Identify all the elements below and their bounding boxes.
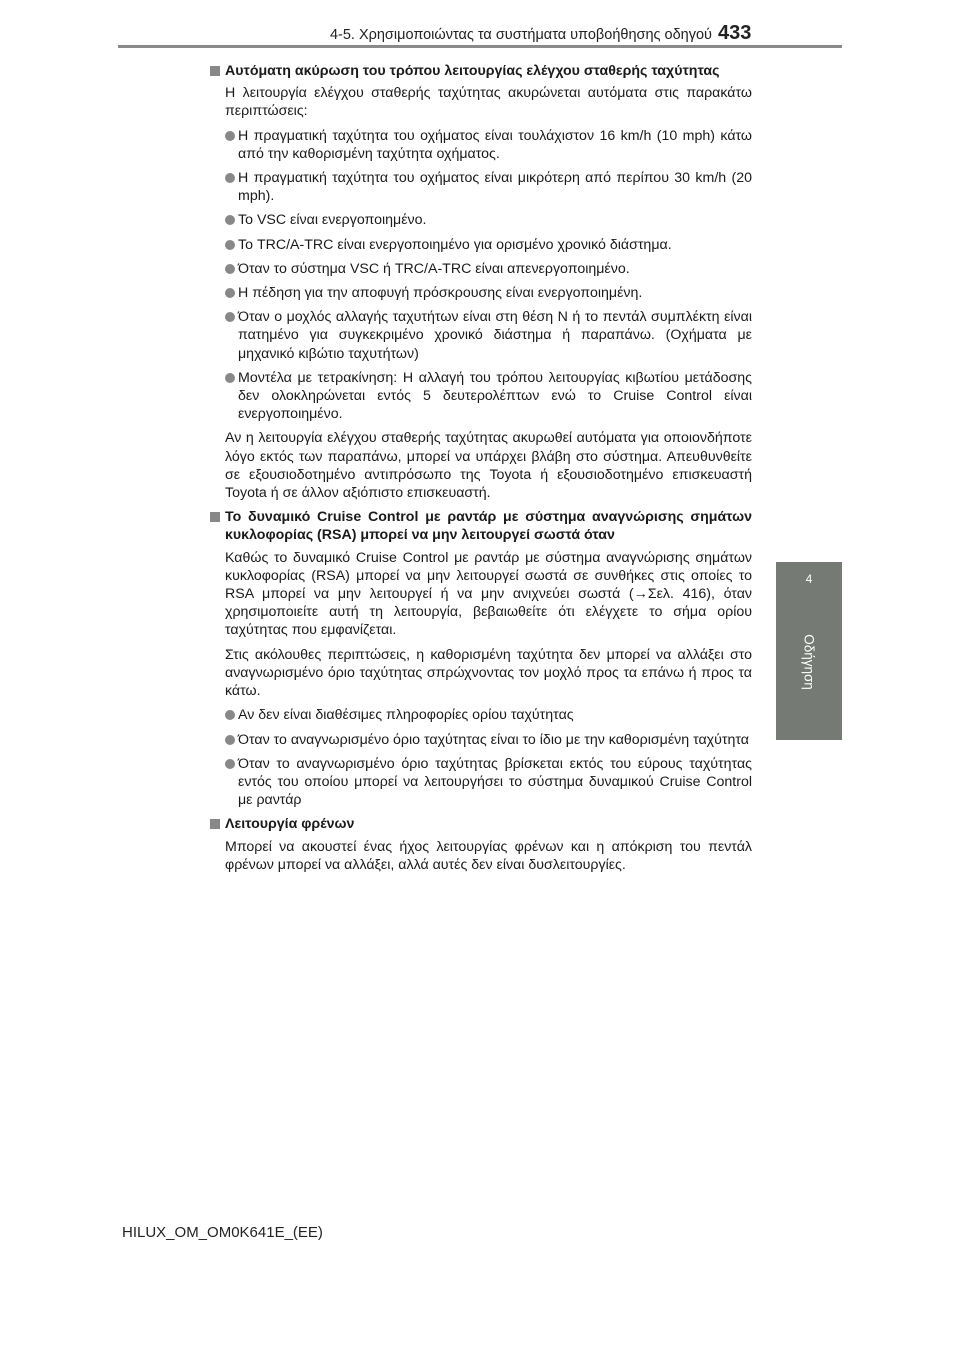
section-heading-text: Αυτόματη ακύρωση του τρόπου λειτουργίας ελέγχου σταθερής ταχύτητας bbox=[225, 63, 720, 79]
square-bullet-icon bbox=[210, 66, 220, 76]
section-intro: Καθώς το δυναμικό Cruise Control με ραντάρ με σύστημα αναγνώρισης σημάτων κυκλοφορίας (RSA) μπορεί να μην λειτουργεί σωστά σε συνθήκες στις οποίες το RSA μπορεί να μην λειτουργεί ή να μην ανιχνεύει σωστά (→Σελ. 416), όταν χρησιμοποιείτε αυτή τη λειτουργία, βεβαιωθείτε ότι ελέγχετε το σήμα ορίου ταχύτητας που εμφανίζεται. bbox=[225, 549, 752, 639]
section-intro: Μπορεί να ακουστεί ένας ήχος λειτουργίας φρένων και η απόκριση του πεντάλ φρένων μπορεί να αλλάξει, αλλά αυτές δεν είναι δυσλειτουργίες. bbox=[225, 838, 752, 873]
round-bullet-icon bbox=[225, 264, 235, 274]
chapter-tab bbox=[776, 562, 842, 740]
section-intro-2: Στις ακόλουθες περιπτώσεις, η καθορισμένη ταχύτητα δεν μπορεί να αλλάξει στο αναγνωρισμένο όριο ταχύτητας σπρώχνοντας τον μοχλό προς τα επάνω ή προς τα κάτω. bbox=[225, 646, 752, 700]
footer-document-code: HILUX_OM_OM0K641E_(EE) bbox=[122, 1224, 323, 1241]
section-intro: Η λειτουργία ελέγχου σταθερής ταχύτητας ακυρώνεται αυτόματα στις παρακάτω περιπτώσεις: bbox=[225, 85, 752, 120]
round-bullet-icon bbox=[225, 710, 235, 720]
list-item: Το VSC είναι ενεργοποιημένο. bbox=[210, 211, 752, 229]
round-bullet-icon bbox=[225, 173, 235, 183]
round-bullet-icon bbox=[225, 288, 235, 298]
section-heading-text: Λειτουργία φρένων bbox=[225, 816, 355, 833]
list-item: Όταν το σύστημα VSC ή TRC/A-TRC είναι απενεργοποιημένο. bbox=[210, 260, 752, 278]
section-heading-text: Το δυναμικό Cruise Control με ραντάρ με σύστημα αναγνώρισης σημάτων κυκλοφορίας (RSA) μπορεί να μην λειτουργεί σωστά όταν bbox=[225, 509, 752, 544]
page-number: 433 bbox=[718, 22, 752, 44]
round-bullet-icon bbox=[225, 131, 235, 141]
section-auto-cancel bbox=[210, 62, 752, 502]
list-item: Όταν το αναγνωρισμένο όριο ταχύτητας βρίσκεται εκτός του εύρους ταχύτητας εντός του οποίου μπορεί να λειτουργήσει το σύστημα δυναμικού Cruise Control με ραντάρ bbox=[210, 755, 752, 810]
list-item: Όταν ο μοχλός αλλαγής ταχυτήτων είναι στη θέση N ή το πεντάλ συμπλέκτη είναι πατημένο για συγκεκριμένο χρονικό διάστημα ή παραπάνω. (Οχήματα με μηχανικό κιβώτιο ταχυτήτων) bbox=[210, 308, 752, 363]
round-bullet-icon bbox=[225, 240, 235, 250]
section-heading bbox=[210, 62, 752, 80]
list-item: Το TRC/A-TRC είναι ενεργοποιημένο για ορισμένο χρονικό διάστημα. bbox=[210, 236, 752, 254]
round-bullet-icon bbox=[225, 735, 235, 745]
square-bullet-icon bbox=[210, 819, 220, 829]
round-bullet-icon bbox=[225, 373, 235, 383]
page-content bbox=[210, 62, 752, 880]
bullet-list bbox=[210, 127, 752, 424]
bullet-list bbox=[210, 706, 752, 809]
section-outro: Αν η λειτουργία ελέγχου σταθερής ταχύτητας ακυρωθεί αυτόματα για οποιονδήποτε λόγο εκτός των παραπάνω, μπορεί να υπάρχει βλάβη στο σύστημα. Απευθυνθείτε σε εξουσιοδοτημένο αντιπρόσωπο της Toyota ή εξουσιοδοτημένο επισκευαστή Toyota ή σε άλλον αξιόπιστο επισκευαστή. bbox=[225, 430, 752, 502]
running-header-title: 4-5. Χρησιμοποιώντας τα συστήματα υποβοήθησης οδηγού bbox=[329, 27, 712, 43]
list-item: Όταν το αναγνωρισμένο όριο ταχύτητας είναι το ίδιο με την καθορισμένη ταχύτητα bbox=[210, 731, 752, 749]
header-divider bbox=[118, 45, 842, 48]
square-bullet-icon bbox=[210, 512, 220, 522]
section-heading bbox=[210, 508, 752, 544]
round-bullet-icon bbox=[225, 312, 235, 322]
chapter-tab-label: Οδήγηση bbox=[801, 634, 817, 690]
list-item: Η πραγματική ταχύτητα του οχήματος είναι τουλάχιστον 16 km/h (10 mph) κάτω από την καθορισμένη ταχύτητα οχήματος. bbox=[210, 127, 752, 163]
list-item: Αν δεν είναι διαθέσιμες πληροφορίες ορίου ταχύτητας bbox=[210, 706, 752, 724]
round-bullet-icon bbox=[225, 215, 235, 225]
section-brakes bbox=[210, 815, 752, 874]
chapter-tab-number: 4 bbox=[805, 572, 813, 586]
round-bullet-icon bbox=[225, 759, 235, 769]
list-item: Μοντέλα με τετρακίνηση: Η αλλαγή του τρόπου λειτουργίας κιβωτίου μετάδοσης δεν ολοκληρώνεται εντός 5 δευτερολέπτων ενώ το Cruise Control είναι ενεργοποιημένο. bbox=[210, 369, 752, 424]
section-rsa bbox=[210, 508, 752, 809]
list-item: Η πραγματική ταχύτητα του οχήματος είναι μικρότερη από περίπου 30 km/h (20 mph). bbox=[210, 169, 752, 205]
section-heading bbox=[210, 815, 752, 833]
list-item: Η πέδηση για την αποφυγή πρόσκρουσης είναι ενεργοποιημένη. bbox=[210, 284, 752, 302]
